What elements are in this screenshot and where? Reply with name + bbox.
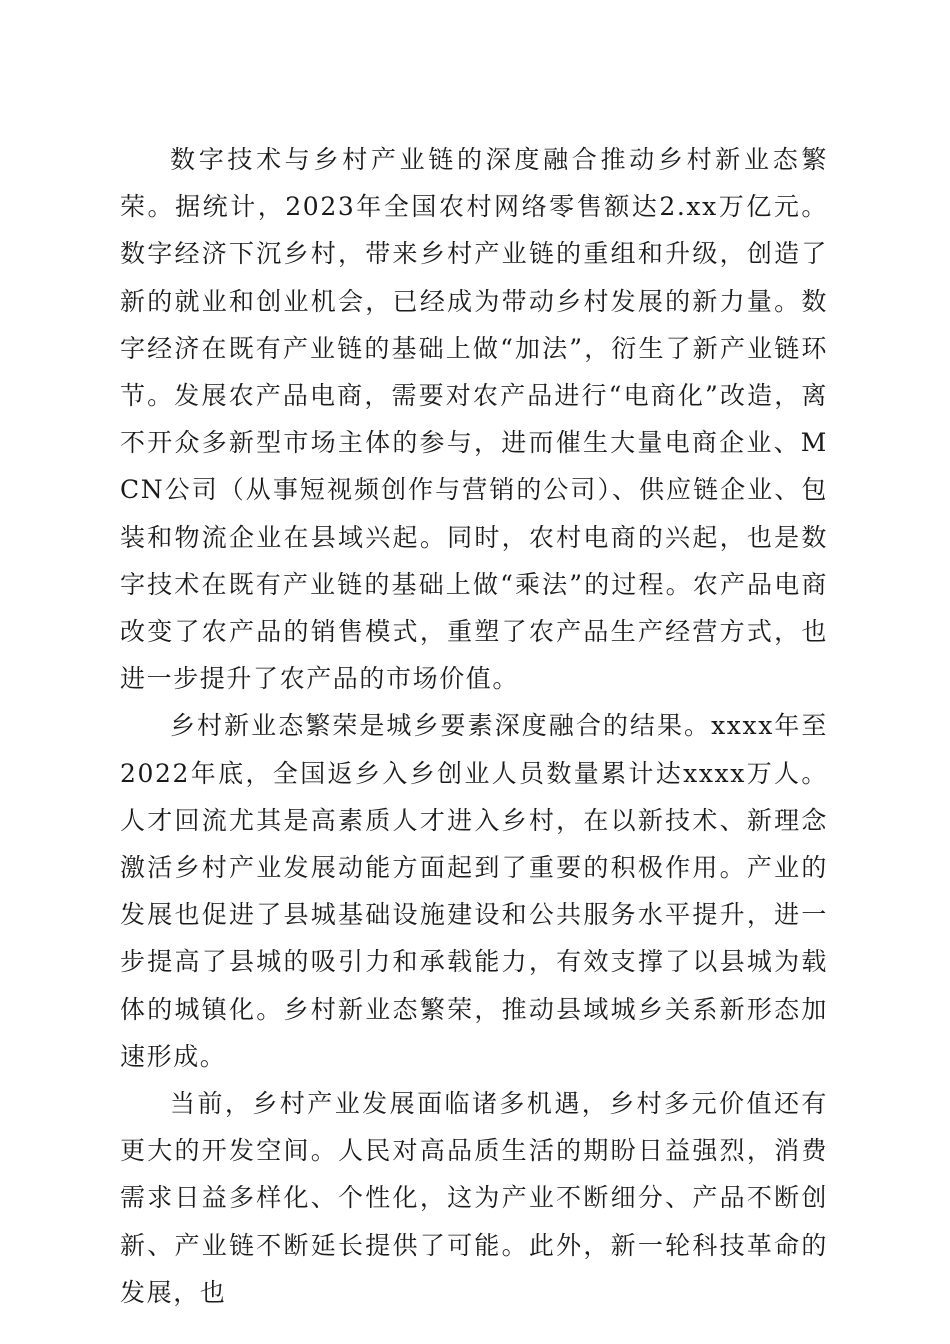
paragraph-digital-tech: 数字技术与乡村产业链的深度融合推动乡村新业态繁荣。据统计，2023年全国农村网络零售额达2.xx万亿元。数字经济下沉乡村，带来乡村产业链的重组和升级，创造了新的就业和创业机会，已经成为带动乡村发展的新力量。数字经济在既有产业链的基础上做“加法”，衍生了新产业链环节。发展农产品电商，需要对农产品进行“电商化”改造，离不开众多新型市场主体的参与，进而催生大量电商企业、MCN公司（从事短视频创作与营销的公司）、供应链企业、包装和物流企业在县域兴起。同时，农村电商的兴起，也是数字技术在既有产业链的基础上做“乘法”的过程。农产品电商改变了农产品的销售模式，重塑了农产品生产经营方式，也进一步提升了农产品的市场价值。 [120,145,828,694]
paragraph-current-opportunities: 当前，乡村产业发展面临诸多机遇，乡村多元价值还有更大的开发空间。人民对高品质生活的期盼日益强烈，消费需求日益多样化、个性化，这为产业不断细分、产品不断创新、产业链不断延长提供了可能。此外，新一轮科技革命的发展，也 [120,1089,828,1307]
paragraph-new-business-forms: 乡村新业态繁荣是城乡要素深度融合的结果。xxxx年至2022年底，全国返乡入乡创业人员数量累计达xxxx万人。人才回流尤其是高素质人才进入乡村，在以新技术、新理念激活乡村产业发展动能方面起到了重要的积极作用。产业的发展也促进了县城基础设施建设和公共服务水平提升，进一步提高了县城的吸引力和承载能力，有效支撑了以县城为载体的城镇化。乡村新业态繁荣，推动县域城乡关系新形态加速形成。 [120,711,828,1071]
document-body [120,136,828,1316]
